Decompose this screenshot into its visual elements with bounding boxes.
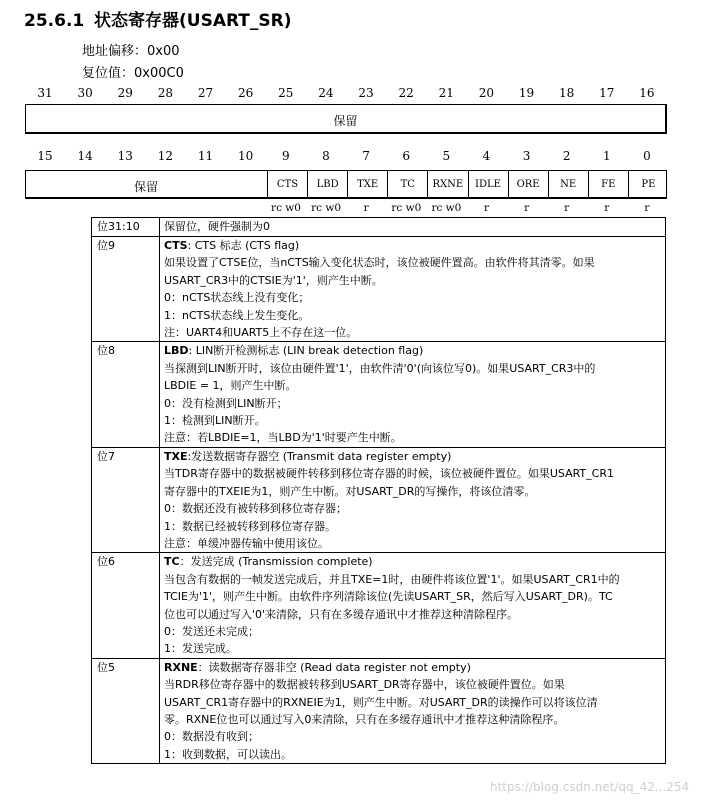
description-line: 当探测到LIN断开时，该位由硬件置'1'，由软件清'0'(向该位写0)。如果USART_CR3中的 xyxy=(164,361,596,375)
field-title xyxy=(164,448,665,465)
description-line: 0：数据还没有被转移到移位寄存器； xyxy=(164,502,347,516)
description-line: 0：数据没有收到； xyxy=(164,730,259,744)
field-title xyxy=(164,659,665,676)
bit-number: 2 xyxy=(562,149,571,163)
bit-number: 27 xyxy=(197,86,214,100)
access-type: rc w0 xyxy=(271,202,301,214)
bit-description xyxy=(160,658,666,763)
description-line: 当TDR寄存器中的数据被硬件转移到移位寄存器的时候，该位被硬件置位。如果USART_CR1 xyxy=(164,467,614,481)
description-line: 零。RXNE位也可以通过写入0来清除，只有在多缓存通讯中才推荐这种清除程序。 xyxy=(164,712,565,726)
bit-number: 25 xyxy=(278,86,294,100)
register-low-word xyxy=(25,170,667,199)
watermark: https://blog.csdn.net/qq_42...254 xyxy=(490,780,690,794)
field-tc: TC xyxy=(387,171,427,198)
access-type: rc w0 xyxy=(311,202,342,214)
bit-number: 22 xyxy=(398,86,414,100)
description-line: 0：发送还未完成； xyxy=(164,624,259,638)
access-type: r xyxy=(564,202,570,214)
description-line: LBDIE = 1，则产生中断。 xyxy=(164,379,297,393)
section-heading xyxy=(24,6,292,31)
field-name: CTS xyxy=(164,239,188,252)
field-name: TC xyxy=(164,555,180,569)
description-line: 1：检测到LIN断开。 xyxy=(164,414,266,428)
bit-number: 0 xyxy=(643,149,651,163)
description-row xyxy=(92,342,666,447)
description-line: 1：发送完成。 xyxy=(164,642,237,656)
bit-number: 11 xyxy=(197,149,214,163)
bit-range: 位6 xyxy=(92,553,160,658)
description-line: 1：数据已经被转移到移位寄存器。 xyxy=(164,519,336,533)
access-type: r xyxy=(483,202,490,214)
description-line: 1：收到数据，可以读出。 xyxy=(164,747,292,761)
access-type: rc w0 xyxy=(431,202,462,214)
field-caption: : CTS 标志 (CTS flag) xyxy=(187,239,300,252)
bit-range: 位5 xyxy=(92,658,160,763)
bit-number: 6 xyxy=(402,149,410,163)
bit-number: 12 xyxy=(157,149,174,163)
description-line: 寄存器中的TXEIE为1，则产生中断。对USART_DR的写操作，将该位清零。 xyxy=(164,484,536,498)
field-caption: : LIN断开检测标志 (LIN break detection flag) xyxy=(188,344,424,358)
access-type: r xyxy=(524,202,530,214)
field-idle: IDLE xyxy=(468,171,508,198)
field-title xyxy=(164,237,665,254)
bit-description xyxy=(160,237,666,342)
field-cts: CTS xyxy=(267,171,307,198)
bit-range: 位31:10 xyxy=(92,218,160,237)
bit-number: 8 xyxy=(322,149,330,163)
bit-number: 14 xyxy=(77,149,93,163)
field-name: RXNE xyxy=(164,660,198,674)
description-line: 0：nCTS状态线上没有变化； xyxy=(164,291,310,305)
register-high-word xyxy=(25,104,667,134)
bit-number: 15 xyxy=(37,149,53,163)
bit-number: 18 xyxy=(559,86,575,100)
description-line: 保留位，硬件强制为0 xyxy=(164,220,270,233)
bit-number: 13 xyxy=(117,149,133,163)
bit-range: 位9 xyxy=(92,237,160,342)
reserved-high-label: 保留 xyxy=(333,114,358,128)
bit-number: 3 xyxy=(522,149,531,163)
section-number: 25.6.1 xyxy=(24,11,85,31)
bit-numbers-low xyxy=(25,149,667,165)
bit-number: 26 xyxy=(238,86,254,100)
field-title xyxy=(164,342,665,359)
description-line: USART_CR3中的CTSIE为'1'，则产生中断。 xyxy=(164,273,383,287)
description-row xyxy=(92,553,666,658)
address-offset: 地址偏移：0x00 xyxy=(82,44,180,59)
field-ne: NE xyxy=(548,171,588,198)
bit-number: 9 xyxy=(281,149,290,163)
reset-value: 复位值：0x00C0 xyxy=(82,66,184,81)
field-name: TXE xyxy=(164,449,188,463)
bit-number: 31 xyxy=(37,86,53,100)
bit-number: 19 xyxy=(518,86,535,100)
description-row xyxy=(92,218,666,237)
description-line: 当包含有数据的一帧发送完成后，并且TXE=1时，由硬件将该位置'1'。如果USART_CR1中的 xyxy=(164,572,620,586)
access-type: r xyxy=(604,202,610,214)
bit-number: 1 xyxy=(602,149,611,163)
bit-number: 16 xyxy=(639,86,655,100)
access-types xyxy=(25,202,667,216)
bit-number: 23 xyxy=(358,86,374,100)
field-caption: ：读数据寄存器非空 (Read data register not empty) xyxy=(197,660,471,674)
field-caption: :发送数据寄存器空 (Transmit data register empty) xyxy=(187,449,452,463)
field-rxne: RXNE xyxy=(427,171,467,198)
section-title: 状态寄存器(USART_SR) xyxy=(94,11,292,31)
field-pe: PE xyxy=(628,171,668,198)
field-ore: ORE xyxy=(508,171,548,198)
description-line: 注意：若LBDIE=1，当LBD为'1'时要产生中断。 xyxy=(164,431,402,445)
access-type: r xyxy=(644,202,650,214)
description-line: 如果设置了CTSE位，当nCTS输入变化状态时，该位被硬件置高。由软件将其清零。如果 xyxy=(164,256,595,270)
bit-description xyxy=(160,447,666,552)
bit-number: 29 xyxy=(117,86,133,100)
bit-number: 28 xyxy=(157,86,174,100)
description-line: 0：没有检测到LIN断开； xyxy=(164,396,288,410)
access-type: rc w0 xyxy=(391,202,422,214)
description-line: 注意：单缓冲器传输中使用该位。 xyxy=(164,536,329,550)
description-line: 1：nCTS状态线上发生变化。 xyxy=(164,308,310,322)
description-line: 当RDR移位寄存器中的数据被转移到USART_DR寄存器中，该位被硬件置位。如果 xyxy=(164,678,565,692)
description-line: 位也可以通过写入'0'来清除，只有在多缓存通讯中才推荐这种清除程序。 xyxy=(164,607,519,621)
field-txe: TXE xyxy=(347,171,387,198)
bit-numbers-high xyxy=(25,86,667,102)
access-type: r xyxy=(363,202,369,214)
description-line: TCIE为'1'，则产生中断。由软件序列清除该位(先读USART_SR，然后写入USART_DR)。TC xyxy=(164,590,613,604)
bit-description xyxy=(160,342,666,447)
bit-number: 7 xyxy=(362,149,370,163)
field-fe: FE xyxy=(588,171,628,198)
description-row xyxy=(92,237,666,342)
bit-number: 17 xyxy=(599,86,615,100)
bit-number: 21 xyxy=(438,86,454,100)
description-line: USART_CR1寄存器中的RXNEIE为1，则产生中断。对USART_DR的读操作可以将该位清 xyxy=(164,695,598,709)
bit-range: 位8 xyxy=(92,342,160,447)
description-row xyxy=(92,447,666,552)
bit-number: 24 xyxy=(318,86,334,100)
bit-description-table xyxy=(91,217,666,764)
description-row xyxy=(92,658,666,763)
reserved-low-label: 保留 xyxy=(133,180,158,194)
field-lbd: LBD xyxy=(307,171,347,198)
bit-range: 位7 xyxy=(92,447,160,552)
description-line: 注：UART4和UART5上不存在这一位。 xyxy=(164,326,358,340)
bit-number: 10 xyxy=(238,149,254,163)
field-name: LBD xyxy=(164,344,189,358)
bit-number: 20 xyxy=(478,86,495,100)
bit-number: 4 xyxy=(482,149,491,163)
field-title xyxy=(164,553,665,570)
bit-number: 30 xyxy=(77,86,93,100)
bit-description xyxy=(160,218,666,237)
bit-description xyxy=(160,553,666,658)
bit-number: 5 xyxy=(442,149,451,163)
field-caption: ：发送完成 (Transmission complete) xyxy=(179,555,373,569)
